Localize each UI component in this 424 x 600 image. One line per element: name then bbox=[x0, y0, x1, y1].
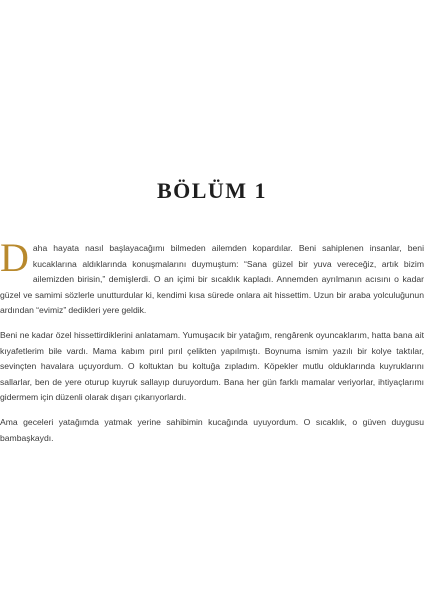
paragraph-3: Ama geceleri yatağımda yatmak yerine sahibimin kucağında uyuyordum. O sıcaklık, o güven duygusu bambaşkaydı. bbox=[0, 416, 424, 443]
paragraph-1 bbox=[0, 235, 424, 319]
paragraph-2: Beni ne kadar özel hissettirdiklerini anlatamam. Yumuşacık bir yatağım, rengârenk oyuncaklarım, hatta bana ait kıyafetlerim bile vardı. Mama kabım pırıl pırıl çelikten yapılmıştı. Boynuma ismim yazılı bir kolye taktılar, sevinçten havalara uçuyordum. O koltuktan bu koltuğa zıpladım. Köpekler mutlu olduklarında kuyruklarını sallarlar, ben de yere oturup kuyruk sallayıp duruyordum. Bana her gün farklı mamalar veriyorlar, ihtiyaçlarımı gidermem için düzenli olarak dışarı çıkarıyorlardı. bbox=[0, 329, 424, 403]
paragraph-1-text: aha hayata nasıl başlayacağımı bilmeden ailemden kopardılar. Beni sahiplenen insanlar, beni kucaklarına aldıklarında konuşmalarını duymuştum: “Sana güzel bir yuva vereceğiz, artık bizim ailemizden birisin,” demişlerdi. O an içimi bir sıcaklık kapladı. Annemden ayrılmanın acısını o kadar güzel ve samimi sözlerle unutturdular ki, kendimi kısa sürede onlara ait hissettim. Uzun bir araba yolculuğunun ardından “evimiz” dedikleri yere geldik. bbox=[0, 243, 424, 316]
chapter-title: BÖLÜM 1 bbox=[156, 178, 268, 203]
chapter-body bbox=[0, 235, 424, 455]
drop-cap: D bbox=[0, 235, 29, 280]
